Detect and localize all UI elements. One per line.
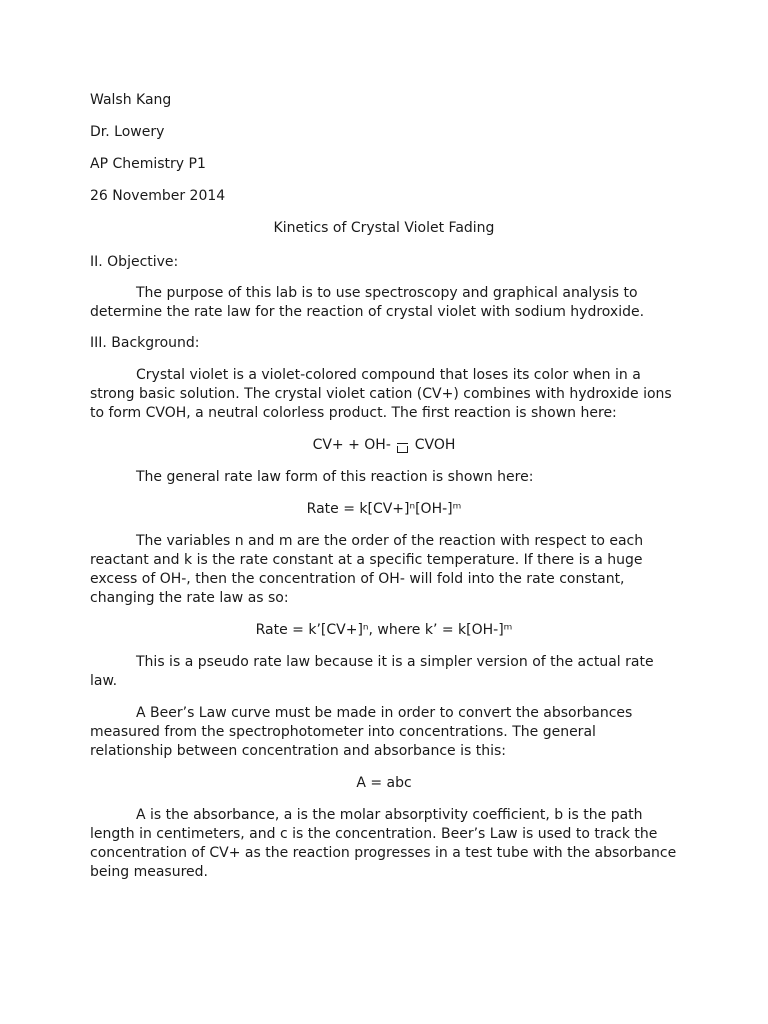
background-paragraph-2: The general rate law form of this reaction is shown here: <box>136 469 534 485</box>
background-paragraph-4: This is a pseudo rate law because it is a simpler version of the actual rate law. <box>90 654 654 689</box>
objective-paragraph: The purpose of this lab is to use spectroscopy and graphical analysis to determine the rate law for the reaction of crystal violet with sodium hydroxide. <box>90 285 645 320</box>
background-heading: III. Background: <box>90 335 200 351</box>
pseudo-rate-law-equation: Rate = k’[CV+]ⁿ, where k’ = k[OH-]ᵐ <box>255 622 513 638</box>
equation-reactants: CV+ + OH- <box>312 437 391 453</box>
rate-law-equation: Rate = k[CV+]ⁿ[OH-]ᵐ <box>306 501 462 517</box>
background-paragraph-1: Crystal violet is a violet-colored compound that loses its color when in a strong basic solution. The crystal violet cation (CV+) combines with hydroxide ions to form CVOH, a neutral colorless product. The first reaction is shown here: <box>90 367 672 421</box>
course-name: AP Chemistry P1 <box>90 156 206 172</box>
background-paragraph-5: A Beer’s Law curve must be made in order to convert the absorbances measured from the spectrophotometer into concentrations. The general relationship between concentration and absorbance is this: <box>90 705 633 759</box>
beers-law-equation: A = abc <box>356 775 412 791</box>
report-date: 26 November 2014 <box>90 188 226 204</box>
objective-heading: II. Objective: <box>90 254 179 270</box>
reaction-equation <box>0 436 768 455</box>
author-name: Walsh Kang <box>90 92 172 108</box>
equation-products: CVOH <box>414 437 456 453</box>
report-title: Kinetics of Crystal Violet Fading <box>273 220 495 236</box>
teacher-name: Dr. Lowery <box>90 124 165 140</box>
background-paragraph-6: A is the absorbance, a is the molar absorptivity coefficient, b is the path length in centimeters, and c is the concentration. Beer’s Law is used to track the concentration of CV+ as the reaction progresses in a test tube with the absorbance being measured. <box>90 807 677 880</box>
background-paragraph-3: The variables n and m are the order of the reaction with respect to each reactant and k is the rate constant at a specific temperature. If there is a huge excess of OH-, then the concentration of OH- will fold into the rate constant, changing the rate law as so: <box>90 533 644 606</box>
equilibrium-arrow-icon <box>397 446 408 453</box>
